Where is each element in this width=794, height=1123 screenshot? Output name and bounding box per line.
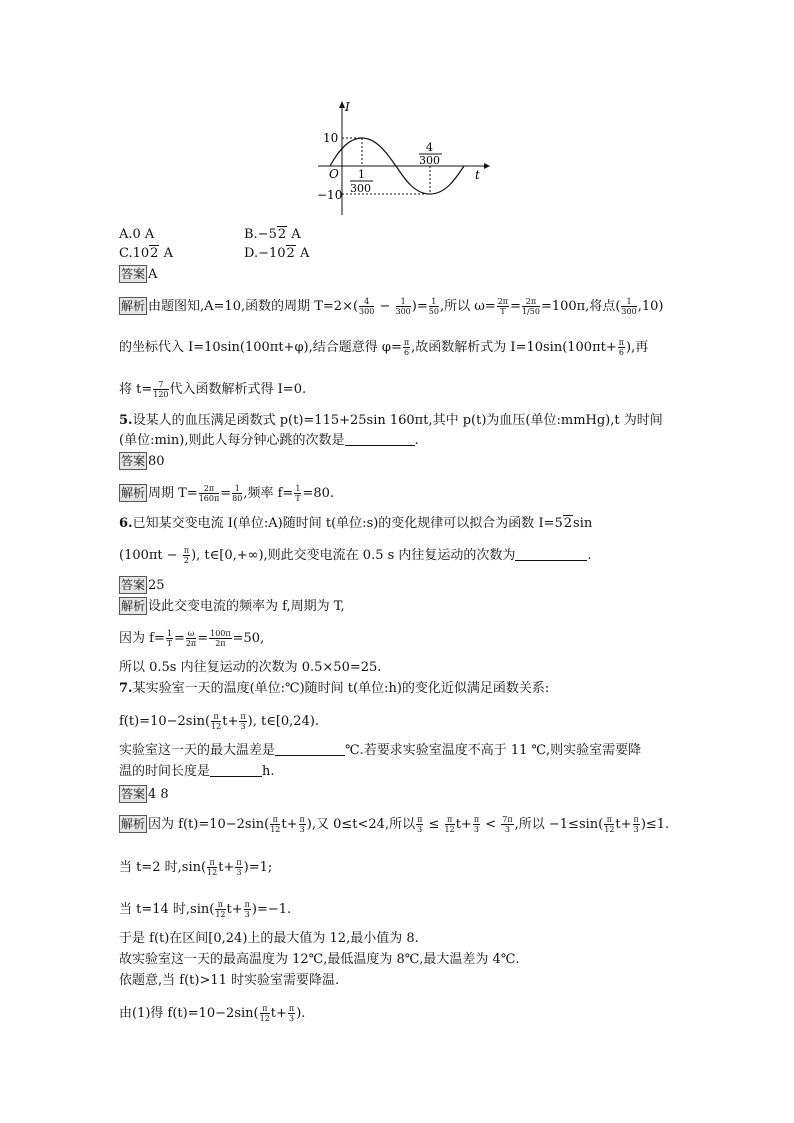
q7-line4: 温的时间长度是 h. bbox=[119, 764, 275, 779]
analysis-tag: 解析 bbox=[121, 299, 146, 313]
y-axis-label: I bbox=[345, 100, 350, 114]
q5-answer: 答案 80 bbox=[121, 454, 165, 469]
option-a: A.0 A bbox=[119, 227, 155, 242]
q7-func: f(t)=10−2sin( $\frac{\pi}{12}$ t+ $\frac{\pi}{3}$ ), t∈[0,24). bbox=[119, 712, 320, 731]
option-d: D.−102 A bbox=[244, 246, 310, 261]
option-b: B.−52 A bbox=[244, 227, 301, 242]
analysis-tag: 解析 bbox=[121, 599, 146, 613]
option-c: C.102 A bbox=[119, 246, 173, 261]
answer-tag: 答案 bbox=[121, 454, 146, 468]
q7-blank-1 bbox=[275, 742, 345, 756]
q6-analysis-line1: 解析 设此交变电流的频率为 f,周期为 T, bbox=[121, 599, 345, 614]
q4-analysis-line1: 解析 由题图知,A=10,函数的周期 T=2×( $\frac{4}{300}$ − $\frac{1}{300}$ )= $\frac{1}{50}$ ,所以 ω= $\frac{2\pi}{T}$ = $\frac{2\pi}{1/50}$ =100π,将点( $\frac{1}{300}$ ,10) bbox=[121, 297, 664, 316]
q7-line1: 7.某实验室一天的温度(单位:℃)随时间 t(单位:h)的变化近似满足函数关系: bbox=[119, 681, 550, 696]
y-top-label: 10 bbox=[323, 131, 339, 145]
q6-blank bbox=[515, 547, 587, 561]
analysis-tag: 解析 bbox=[121, 817, 146, 831]
q7-answer: 答案 4 8 bbox=[121, 787, 169, 802]
q4-analysis-line3: 将 t= $\frac{7}{120}$ 代入函数解析式得 I=0. bbox=[119, 380, 307, 399]
q6-answer: 答案 25 bbox=[121, 578, 165, 593]
x1-num: 1 bbox=[358, 168, 365, 181]
q5-line2: (单位:min),则此人每分钟心跳的次数是 . bbox=[119, 433, 419, 448]
sine-graph bbox=[0, 0, 794, 230]
q6-analysis-line3: 所以 0.5s 内往复运动的次数为 0.5×50=25. bbox=[119, 660, 382, 675]
q4-answer: 答案 A bbox=[121, 267, 158, 282]
q7-analysis-line1: 解析 因为 f(t)=10−2sin( $\frac{\pi}{12}$ t+ $\frac{\pi}{3}$ ),又 0≤t<24,所以 $\frac{\pi}{3}$ ≤ $\frac{\pi}{12}$ t+ $\frac{\pi}{3}$ < $\frac{7\pi}{3}$ ,所以 −1≤sin( $\frac{\pi}{12}$ t+ $\frac{\pi}{3}$ )≤1. bbox=[121, 815, 670, 834]
q7-line3: 实验室这一天的最大温差是 ℃.若要求实验室温度不高于 11 ℃,则实验室需要降 bbox=[119, 743, 642, 758]
q5-line1: 5.设某人的血压满足函数式 p(t)=115+25sin 160πt,其中 p(t)为血压(单位:mmHg),t 为时间 bbox=[119, 413, 663, 428]
answer-tag: 答案 bbox=[121, 787, 146, 801]
x2-den: 300 bbox=[419, 154, 440, 167]
origin-label: O bbox=[329, 167, 339, 181]
analysis-tag: 解析 bbox=[121, 486, 146, 500]
x2-num: 4 bbox=[426, 141, 433, 154]
q7-analysis-line3: 当 t=14 时,sin( $\frac{\pi}{12}$ t+ $\frac{\pi}{3}$ )=−1. bbox=[119, 900, 292, 919]
q6-analysis-line2: 因为 f= $\frac{1}{T}$ = $\frac{\omega}{2\pi}$ = $\frac{100\pi}{2\pi}$ =50, bbox=[119, 629, 265, 648]
x-axis-arrow bbox=[484, 163, 490, 169]
answer-tag: 答案 bbox=[121, 267, 146, 281]
q7-analysis-line5: 故实验室这一天的最高温度为 12℃,最低温度为 8℃,最大温差为 4℃. bbox=[119, 952, 520, 967]
q7-analysis-line2: 当 t=2 时,sin( $\frac{\pi}{12}$ t+ $\frac{\pi}{3}$ )=1; bbox=[119, 858, 273, 877]
q7-analysis-line4: 于是 f(t)在区间[0,24)上的最大值为 12,最小值为 8. bbox=[119, 931, 419, 946]
x1-den: 300 bbox=[350, 182, 371, 195]
q6-line2: (100πt − $\frac{\pi}{2}$ ), t∈[0,+∞),则此交变电流在 0.5 s 内往复运动的次数为 . bbox=[119, 546, 592, 565]
x-axis-label: t bbox=[475, 168, 480, 182]
q4-analysis-line2: 的坐标代入 I=10sin(100πt+φ),结合题意得 φ= $\frac{\pi}{6}$ ,故函数解析式为 I=10sin(100πt+ $\frac{\pi}{6}$ ),再 bbox=[119, 338, 649, 357]
q5-analysis: 解析 周期 T= $\frac{2\pi}{160\pi}$ = $\frac{1}{80}$ ,频率 f= $\frac{1}{T}$ =80. bbox=[121, 484, 334, 503]
q7-analysis-line6: 依题意,当 f(t)>11 时实验室需要降温. bbox=[119, 973, 340, 988]
q6-line1: 6.已知某交变电流 I(单位:A)随时间 t(单位:s)的变化规律可以拟合为函数 I=52sin bbox=[119, 516, 593, 531]
y-bottom-label: −10 bbox=[317, 188, 343, 202]
q5-blank bbox=[345, 432, 415, 446]
q7-blank-2 bbox=[210, 763, 262, 777]
q7-analysis-line7: 由(1)得 f(t)=10−2sin( $\frac{\pi}{12}$ t+ $\frac{\pi}{3}$ ). bbox=[119, 1004, 306, 1023]
answer-tag: 答案 bbox=[121, 578, 146, 592]
